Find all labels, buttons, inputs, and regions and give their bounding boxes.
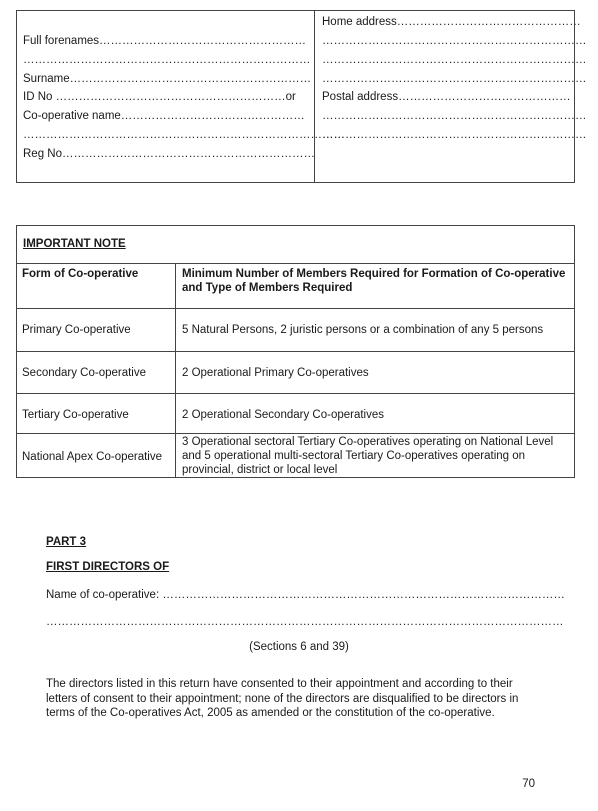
important-note-table xyxy=(16,225,575,478)
header-requirement: Minimum Number of Members Required for Formation of Co-operative and Type of Members Required xyxy=(182,268,566,294)
table-column-rule xyxy=(175,263,176,477)
row-tertiary-requirement: 2 Operational Secondary Co-operatives xyxy=(182,409,385,421)
coop-name-continuation-field[interactable]: ………………………………………………………………………… xyxy=(23,129,345,141)
reg-no-field[interactable]: Reg No………………………………………………………… xyxy=(23,148,315,160)
home-address-field[interactable]: Home address………………………………………… xyxy=(322,16,581,28)
header-form: Form of Co-operative xyxy=(22,268,139,280)
row-national-apex-requirement: 3 Operational sectoral Tertiary Co-operatives operating on National Level and 5 operational multi-sectoral Tertiary Co-operatives operating on provincial, district or local level xyxy=(182,436,554,476)
row-national-apex-form: National Apex Co-operative xyxy=(22,451,162,463)
sections-reference: (Sections 6 and 39) xyxy=(249,641,349,653)
postal-address-field[interactable]: Postal address……………………………………… xyxy=(322,91,571,103)
important-note-title: IMPORTANT NOTE xyxy=(23,238,126,250)
postal-address-line-2[interactable]: …………………………………………………………… xyxy=(322,129,587,141)
row-primary-form: Primary Co-operative xyxy=(22,324,131,336)
table-rule xyxy=(17,351,574,352)
consent-paragraph: The directors listed in this return have consented to their appointment and according to their letters of consent to their appointment; none of the directors are disqualified to be directors in terms of the Co-operatives Act, 2005 as amended or the constitution of the co-operative. xyxy=(46,678,519,719)
surname-field[interactable]: Surname……………………………………………………… xyxy=(23,73,312,85)
table-rule xyxy=(17,308,574,309)
coop-name-line[interactable]: Name of co-operative: …………………………………………………………………………………………… xyxy=(46,589,565,601)
row-secondary-form: Secondary Co-operative xyxy=(22,367,147,379)
home-address-line-2[interactable]: …………………………………………………………… xyxy=(322,54,587,66)
home-address-line-1[interactable]: …………………………………………………………… xyxy=(322,35,587,47)
full-forenames-field[interactable]: Full forenames……………………………………………… xyxy=(23,35,307,47)
postal-address-line-1[interactable]: …………………………………………………………… xyxy=(322,110,587,122)
row-primary-requirement: 5 Natural Persons, 2 juristic persons or a combination of any 5 persons xyxy=(182,324,544,336)
table-rule xyxy=(17,263,574,264)
first-directors-heading: FIRST DIRECTORS OF xyxy=(46,561,170,573)
coop-name-continuation-line[interactable]: ……………………………………………………………………………………………………………………… xyxy=(46,616,564,628)
home-address-line-3[interactable]: …………………………………………………………… xyxy=(322,73,587,85)
table-rule xyxy=(17,393,574,394)
personal-details-box xyxy=(16,10,587,183)
table-rule xyxy=(17,433,574,434)
coop-name-field[interactable]: Co-operative name………………………………………… xyxy=(23,110,305,122)
row-tertiary-form: Tertiary Co-operative xyxy=(22,409,129,421)
page-number: 70 xyxy=(522,778,535,790)
id-no-field[interactable]: ID No ……………………………………………………or xyxy=(23,91,296,103)
row-secondary-requirement: 2 Operational Primary Co-operatives xyxy=(182,367,369,379)
part-3-heading: PART 3 xyxy=(46,536,87,548)
forenames-continuation-field[interactable]: ………………………………………………………………… xyxy=(23,54,311,66)
